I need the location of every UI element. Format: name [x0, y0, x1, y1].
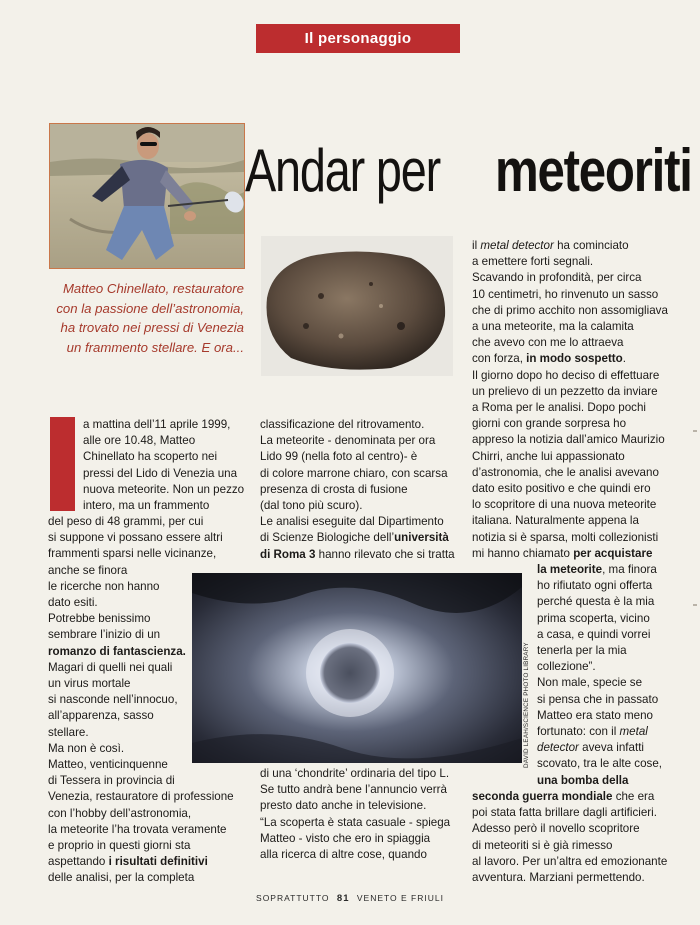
- text-line: hanno rilevato che si tratta: [315, 547, 455, 561]
- text-line: che di primo acchito non assomigliava: [472, 303, 668, 317]
- column-2-bottom: [260, 766, 472, 863]
- text-line: a casa, e quindi vorrei: [537, 627, 651, 641]
- text-line: del peso di 48 grammi, per cui: [48, 515, 204, 528]
- text-line: di una ‘chondrite’ ordinaria del tipo L.: [260, 767, 450, 780]
- text-line: Matteo - visto che ero in spiaggia: [260, 831, 431, 845]
- text-line: che era: [612, 790, 655, 803]
- text-line: stellare.: [48, 725, 89, 739]
- text-line: alla ricerca di altre cose, quando: [260, 848, 427, 862]
- text-line: si pensa che in passato: [537, 692, 659, 706]
- column-3-bottom: [472, 789, 700, 886]
- man-photo-illustration: [50, 124, 244, 268]
- column-3: [472, 238, 700, 562]
- text-line: delle analisi, per la completa: [48, 871, 195, 885]
- eclipse-illustration: [192, 573, 522, 763]
- italic-phrase: metal: [619, 725, 648, 739]
- text-line: di colore marrone chiaro, con scarsa: [260, 466, 448, 480]
- text-line: La meteorite - denominata per ora: [260, 434, 436, 448]
- text-line: pressi del Lido di Venezia una: [83, 466, 238, 480]
- italic-phrase: detector: [537, 741, 579, 755]
- text-line: perché questa è la mia: [537, 595, 655, 609]
- text-line: giorni con grande sorpresa ho: [472, 417, 627, 431]
- footer-region: VENETO E FRIULI: [356, 893, 444, 903]
- text-line: e proprio in questi giorni sta: [48, 839, 191, 853]
- bold-phrase: seconda guerra mondiale: [472, 790, 613, 803]
- text-line: ho rifiutato ogni offerta: [537, 579, 653, 593]
- column-2-top: [260, 417, 472, 563]
- text-line: di meteoriti si è già rimesso: [472, 838, 613, 852]
- bold-phrase: la meteorite: [537, 563, 603, 576]
- text-line: Chinellato ha scoperto nei: [83, 450, 218, 464]
- text-line: d’astronomia, che le analisi avevano: [472, 465, 659, 479]
- text-line: sembrare l’inizio di un: [48, 628, 161, 642]
- bold-phrase: per acquistare: [573, 546, 653, 560]
- text-line: alle ore 10.48, Matteo: [83, 434, 196, 448]
- text-line: a Roma per le analisi. Dopo pochi: [472, 401, 647, 415]
- text-line: 10 centimetri, ho rinvenuto un sasso: [472, 287, 659, 301]
- text-line: nuova meteorite. Non un pezzo: [83, 482, 245, 496]
- photo-meteorite: [261, 236, 453, 376]
- text-line: Non male, specie se: [537, 676, 643, 690]
- gutter-mark: [693, 430, 697, 432]
- text-line: (dal tono più scuro).: [260, 499, 363, 513]
- text-line: dato esiti.: [48, 596, 98, 610]
- text-line: intero, ma un frammento: [83, 499, 210, 513]
- text-line: al lavoro. Per un’altra ed emozionante: [472, 854, 668, 868]
- text-line: la meteorite l’ha trovata veramente: [48, 822, 227, 836]
- text-line: italiana. Naturalmente appena la: [472, 514, 639, 528]
- bold-phrase: di Roma 3: [260, 547, 316, 561]
- photo-eclipse: [192, 573, 522, 763]
- text-line: un virus mortale: [48, 677, 131, 691]
- meteorite-illustration: [261, 236, 453, 376]
- text-line: , ma finora: [602, 563, 657, 576]
- footer-magazine: SOPRATTUTTO: [256, 893, 330, 903]
- text-line: prima scoperta, vicino: [537, 611, 650, 625]
- page-number: 81: [336, 893, 350, 904]
- photo-man-on-beach: [49, 123, 245, 269]
- gutter-mark: [693, 604, 697, 606]
- text-line: Potrebbe benissimo: [48, 612, 151, 626]
- text-line: con l’hobby dell’astronomia,: [48, 806, 192, 820]
- text-line: presto dato anche in televisione.: [260, 799, 427, 813]
- text-line: dato esito positivo e che quindi ero: [472, 482, 651, 496]
- text-line: Il giorno dopo ho deciso di effettuare: [472, 368, 660, 382]
- text-line: scovato, tra le alte cose,: [537, 757, 663, 771]
- text-line: Se tutto andrà bene l’annuncio verrà: [260, 783, 447, 797]
- text-line: che avevo con me lo attraeva: [472, 336, 624, 350]
- headline: [245, 126, 692, 216]
- text-line: Chirri, anche lui appassionato: [472, 449, 625, 463]
- text-line: aveva infatti: [578, 741, 644, 755]
- text-line: presenza di crosta di fusione: [260, 482, 408, 496]
- text-line: avventura. Marziani permettendo.: [472, 871, 645, 885]
- text-line: con forza,: [472, 352, 527, 366]
- photo-caption: Matteo Chinellato, restauratore con la passione dell’astronomia, ha trovato nei pressi di Venezia un frammento stellare. E ora...: [56, 281, 244, 355]
- text-line: anche se finora: [48, 563, 128, 577]
- bold-phrase: università: [394, 531, 449, 545]
- text-line: appreso la notizia dall’amico Maurizio: [472, 433, 665, 447]
- text-line: a una meteorite, ma la calamita: [472, 320, 634, 334]
- text-line: ha cominciato: [553, 239, 629, 252]
- text-line: si suppone vi possano essere altri: [48, 531, 223, 545]
- section-title: Il personaggio: [304, 30, 412, 47]
- photo-credit: DAVID LEAH/SCIENCE PHOTO LIBRARY: [523, 642, 530, 768]
- text-line: “La scoperta è stata casuale - spiega: [260, 815, 451, 829]
- text-line: poi stata fatta brillare dagli artificieri.: [472, 806, 657, 820]
- text-line: di Tessera in provincia di: [48, 774, 175, 788]
- text-line: Matteo, venticinquenne: [48, 758, 168, 772]
- text-line: lo scopritore di una nuova meteorite: [472, 498, 657, 512]
- text-line: le ricerche non hanno: [48, 579, 160, 593]
- text-line: mi hanno chiamato: [472, 546, 574, 560]
- text-line: Adesso però il novello scopritore: [472, 822, 640, 836]
- text-line: a mattina dell’11 aprile 1999,: [83, 418, 231, 431]
- bold-phrase: in modo sospetto: [526, 352, 623, 366]
- text-line: tenerla per la mia: [537, 644, 627, 658]
- text-line: classificazione del ritrovamento.: [260, 418, 425, 431]
- text-line: il: [472, 239, 481, 252]
- bold-phrase: romanzo di fantascienza.: [48, 644, 186, 658]
- bold-phrase: una bomba della: [537, 773, 629, 787]
- text-line: .: [622, 352, 626, 366]
- text-line: un prelievo di un pezzetto da inviare: [472, 384, 658, 398]
- section-banner: [256, 24, 460, 53]
- column-1-top: [83, 417, 253, 514]
- text-line: notizia si è sparsa, molti collezionisti: [472, 530, 659, 544]
- text-line: collezione”.: [537, 660, 596, 674]
- page-footer: [0, 893, 700, 904]
- italic-phrase: metal detector: [480, 239, 554, 252]
- drop-cap-l: [50, 417, 75, 511]
- text-line: Ma non è così.: [48, 741, 125, 755]
- text-line: Matteo era stato meno: [537, 708, 653, 722]
- text-line: di Scienze Biologiche dell’: [260, 531, 395, 545]
- bold-phrase: i risultati definitivi: [108, 855, 208, 869]
- text-line: Lido 99 (nella foto al centro)- è: [260, 450, 418, 464]
- text-line: a emettere forti segnali.: [472, 255, 594, 269]
- text-line: fortunato: con il: [537, 725, 620, 739]
- headline-light: Andar per: [245, 137, 440, 204]
- text-line: Le analisi eseguite dal Dipartimento: [260, 515, 444, 529]
- text-line: Venezia, restauratore di professione: [48, 790, 234, 804]
- column-3-indented: [537, 562, 700, 789]
- text-line: si nasconde nell’innocuo,: [48, 693, 178, 707]
- text-line: Magari di quelli nei quali: [48, 660, 173, 674]
- text-line: Scavando in profondità, per circa: [472, 271, 642, 285]
- text-line: frammenti sparsi nelle vicinanze,: [48, 547, 217, 561]
- text-line: aspettando: [48, 855, 109, 869]
- headline-bold: meteoriti: [495, 137, 692, 204]
- text-line: all’apparenza, sasso: [48, 709, 154, 723]
